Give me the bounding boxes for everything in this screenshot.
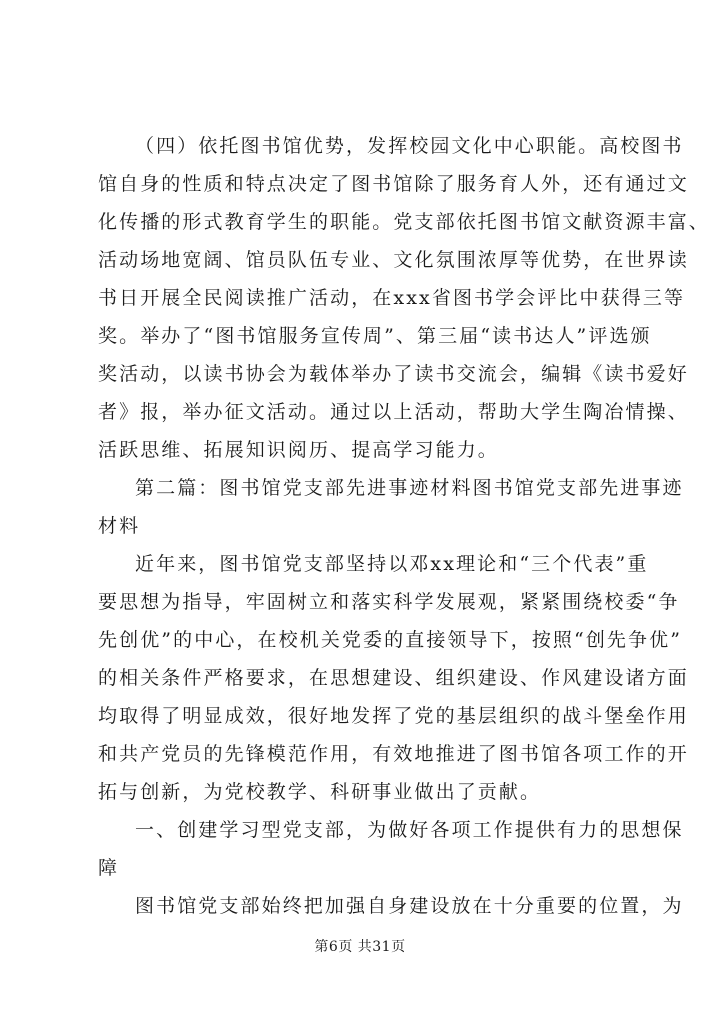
paragraph-line: 先创优”的中心，在校机关党委的直接领导下，按照“创先争优” bbox=[98, 629, 683, 651]
section-heading-line: 材料 bbox=[98, 515, 141, 537]
subheading-line: 障 bbox=[98, 857, 120, 879]
paragraph-line: 均取得了明显成效，很好地发挥了党的基层组织的战斗堡垒作用 bbox=[98, 705, 689, 727]
paragraph-line: 要思想为指导，牢固树立和落实科学发展观，紧紧围绕校委“争 bbox=[98, 591, 680, 613]
paragraph-line: 书日开展全民阅读推广活动，在xxx省图书学会评比中获得三等 bbox=[98, 287, 686, 309]
section-heading-line: 第二篇：图书馆党支部先进事迹材料图书馆党支部先进事迹 bbox=[135, 477, 684, 499]
paragraph-line: 活跃思维、拓展知识阅历、提高学习能力。 bbox=[98, 439, 499, 461]
subheading-line: 一、创建学习型党支部，为做好各项工作提供有力的思想保 bbox=[135, 819, 684, 841]
paragraph-line: 奖活动，以读书协会为载体举办了读书交流会，编辑《读书爱好 bbox=[98, 363, 689, 385]
paragraph-line: 拓与创新，为党校教学、科研事业做出了贡献。 bbox=[98, 781, 542, 803]
paragraph-line: 近年来，图书馆党支部坚持以邓xx理论和“三个代表”重 bbox=[135, 553, 649, 575]
paragraph-line: 的相关条件严格要求，在思想建设、组织建设、作风建设诸方面 bbox=[98, 667, 689, 689]
paragraph-line: 奖。举办了“图书馆服务宣传周”、第三届“读书达人”评选颁 bbox=[98, 325, 652, 347]
paragraph-line: 化传播的形式教育学生的职能。党支部依托图书馆文献资源丰富、 bbox=[98, 211, 710, 233]
page-number-footer: 第6页 共31页 bbox=[314, 939, 406, 955]
paragraph-line: 者》报，举办征文活动。通过以上活动，帮助大学生陶冶情操、 bbox=[98, 401, 689, 423]
paragraph-line: 馆自身的性质和特点决定了图书馆除了服务育人外，还有通过文 bbox=[98, 173, 689, 195]
paragraph-line: 图书馆党支部始终把加强自身建设放在十分重要的位置，为 bbox=[135, 895, 684, 917]
paragraph-line: （四）依托图书馆优势，发挥校园文化中心职能。高校图书 bbox=[135, 135, 684, 157]
paragraph-line: 和共产党员的先锋模范作用，有效地推进了图书馆各项工作的开 bbox=[98, 743, 689, 765]
paragraph-line: 活动场地宽阔、馆员队伍专业、文化氛围浓厚等优势，在世界读 bbox=[98, 249, 689, 271]
